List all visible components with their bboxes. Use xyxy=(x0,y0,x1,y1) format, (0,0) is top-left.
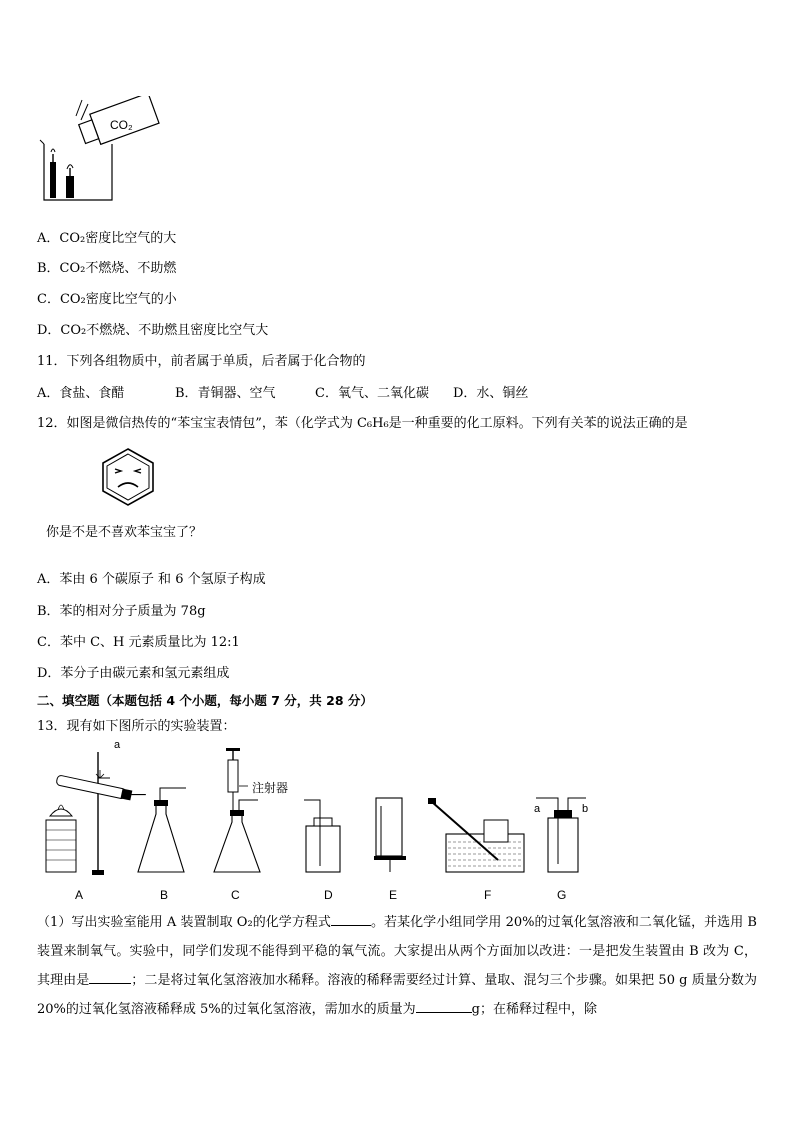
q13-part1-d: g；在稀释过程中，除 xyxy=(471,1002,597,1017)
apparatus-figure xyxy=(36,748,596,888)
q13-stem: 13．现有如下图所示的实验装置： xyxy=(37,719,236,734)
q13-part1 xyxy=(37,908,757,1024)
co2-pouring-figure xyxy=(36,96,166,206)
apparatus-label-b: B xyxy=(160,888,169,902)
q12-option-c: C．苯中 C、H 元素质量比为 12:1 xyxy=(37,635,240,650)
answer-blank-2[interactable] xyxy=(89,969,131,984)
q12-option-a: A．苯由 6 个碳原子 和 6 个氢原子构成 xyxy=(37,572,266,587)
answer-blank-3[interactable] xyxy=(416,998,472,1013)
q10-option-b: B．CO₂不燃烧、不助燃 xyxy=(37,261,177,276)
apparatus-label-d: D xyxy=(324,888,333,902)
q11-option-c: C．氧气、二氧化碳 xyxy=(315,386,429,401)
q13-part1-a: （1）写出实验室能用 A 装置制取 O₂的化学方程式 xyxy=(37,915,331,930)
q12-option-d: D．苯分子由碳元素和氢元素组成 xyxy=(37,666,230,681)
q10-option-c: C．CO₂密度比空气的小 xyxy=(37,292,177,307)
apparatus-label-f: F xyxy=(484,888,492,902)
q11-option-a: A．食盐、食醋 xyxy=(37,386,125,401)
apparatus-label-c: C xyxy=(231,888,240,902)
co2-label: CO₂ xyxy=(110,118,133,132)
answer-blank-1[interactable] xyxy=(331,911,371,926)
q13-part1-c: ；二是将过氧化氢溶液加水稀释。溶液的稀释需要经过计算、量取、混匀三个步骤。如果把 50 g 质量分数为 20%的过氧化氢溶液稀释成 5%的过氧化氢溶液，需加水的质量为 xyxy=(37,973,757,1017)
label-a-bottle: a xyxy=(534,803,541,815)
q13-part1-b: 。若某化学小组同学用 20%的过氧化氢溶液和二氧化锰，并选用 B 装置来制氧气。实验中，同学们发现不能得到平稳的氧气流。大家提出从两个方面加以改进：一是把发生装置由 B 改为 C，其理由是 xyxy=(37,915,757,988)
label-b-bottle: b xyxy=(582,803,589,815)
q12-option-b: B．苯的相对分子质量为 78g xyxy=(37,604,206,619)
apparatus-label-a: A xyxy=(75,888,84,902)
q12-caption: 你是不是不喜欢苯宝宝了？ xyxy=(46,525,203,540)
q11-option-b: B．青铜器、空气 xyxy=(175,386,276,401)
benzene-emoji-figure xyxy=(98,447,158,507)
label-a-tube: a xyxy=(114,739,121,751)
q11-option-d: D．水、铜丝 xyxy=(453,386,529,401)
section-heading: 二、填空题（本题包括 4 个小题，每小题 7 分，共 28 分） xyxy=(37,693,373,708)
apparatus-label-e: E xyxy=(389,888,398,902)
syringe-label: 注射器 xyxy=(252,781,289,795)
q10-option-a: A．CO₂密度比空气的大 xyxy=(37,231,177,246)
q10-option-d: D．CO₂不燃烧、不助燃且密度比空气大 xyxy=(37,323,269,338)
q12-stem: 12．如图是微信热传的“苯宝宝表情包”，苯（化学式为 C₆H₆是一种重要的化工原料。下列有关苯的说法正确的是 xyxy=(37,416,688,431)
q11-stem: 11．下列各组物质中，前者属于单质，后者属于化合物的 xyxy=(37,354,366,369)
apparatus-label-g: G xyxy=(557,888,567,902)
